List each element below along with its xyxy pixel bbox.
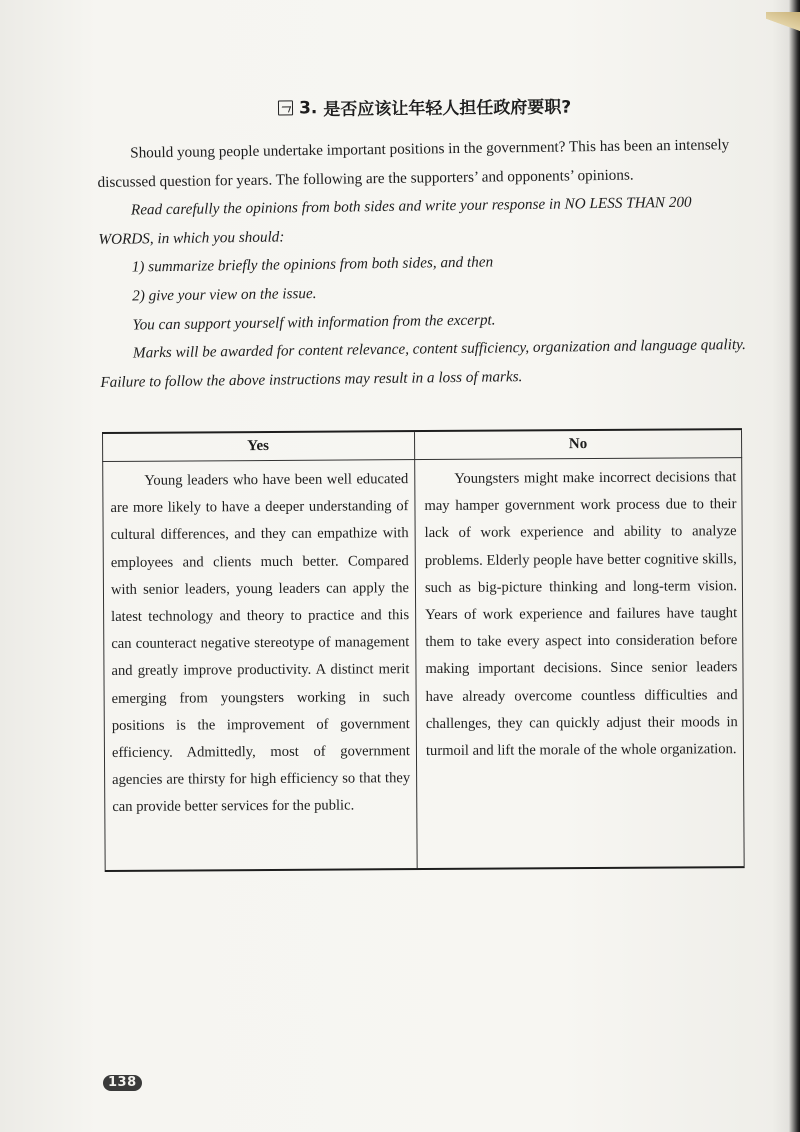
- no-opinion-cell: [424, 464, 738, 765]
- table-right-border: [741, 430, 745, 866]
- opinions-table: [102, 428, 745, 872]
- section-number: 3.: [298, 97, 318, 118]
- writing-prompt: [97, 131, 751, 397]
- prompt-item-2: 2) give your view on the issue.: [132, 284, 317, 305]
- prompt-intro: Should young people undertake important positions in the government? This has been an intensely discussed question for years. The following are the supporters’ and opponents’ opinions.: [97, 136, 730, 191]
- prompt-item-1: 1) summarize briefly the opinions from both sides, and then: [131, 253, 494, 276]
- no-opinion-text: Youngsters might make incorrect decisions that may hamper government work process due to their lack of work experience and ability to analyze problems. Elderly people have better cognitive skills, such as big-picture thinking and long-term vision. Years of work experience and failures have taught them to take every aspect into consideration before making important decisions. Since senior leaders have already overcome countless difficulties and challenges, they can quickly adjust their moods in turmoil and lift the morale of the whole organization.: [424, 469, 738, 760]
- yes-column-header: Yes: [247, 437, 269, 455]
- section-title-text: 是否应该让年轻人担任政府要职?: [323, 97, 572, 121]
- table-left-border: [102, 434, 106, 870]
- yes-opinion-cell: [110, 466, 410, 821]
- prompt-support-note: You can support yourself with information from the excerpt.: [132, 311, 496, 334]
- section-title: [278, 92, 571, 120]
- yes-opinion-text: Young leaders who have been well educated are more likely to have a deeper understanding of cultural differences, and they can empathize with employees and clients much better. Compared with senior leaders, young leaders can apply the latest technology and theory to practice and this can counteract negative stereotype of management and greatly improve productivity. A distinct merit emerging from youngsters working in such positions is the improvement of government efficiency. Admittedly, most of government agencies are thirsty for high efficiency so that they can provide better services for the public.: [110, 471, 411, 816]
- prompt-marks-note: Marks will be awarded for content relevance, content sufficiency, organization and language quality. Failure to follow the above instructions may result in a loss of marks.: [100, 336, 746, 391]
- table-header-divider: [102, 457, 742, 462]
- page-number: 138: [103, 1075, 142, 1091]
- table-column-divider: [414, 432, 418, 868]
- prompt-instruction: Read carefully the opinions from both sides and write your response in NO LESS THAN 200 WORDS, in which you should:: [98, 193, 692, 248]
- no-column-header: No: [568, 436, 588, 453]
- flag-icon: [278, 100, 293, 115]
